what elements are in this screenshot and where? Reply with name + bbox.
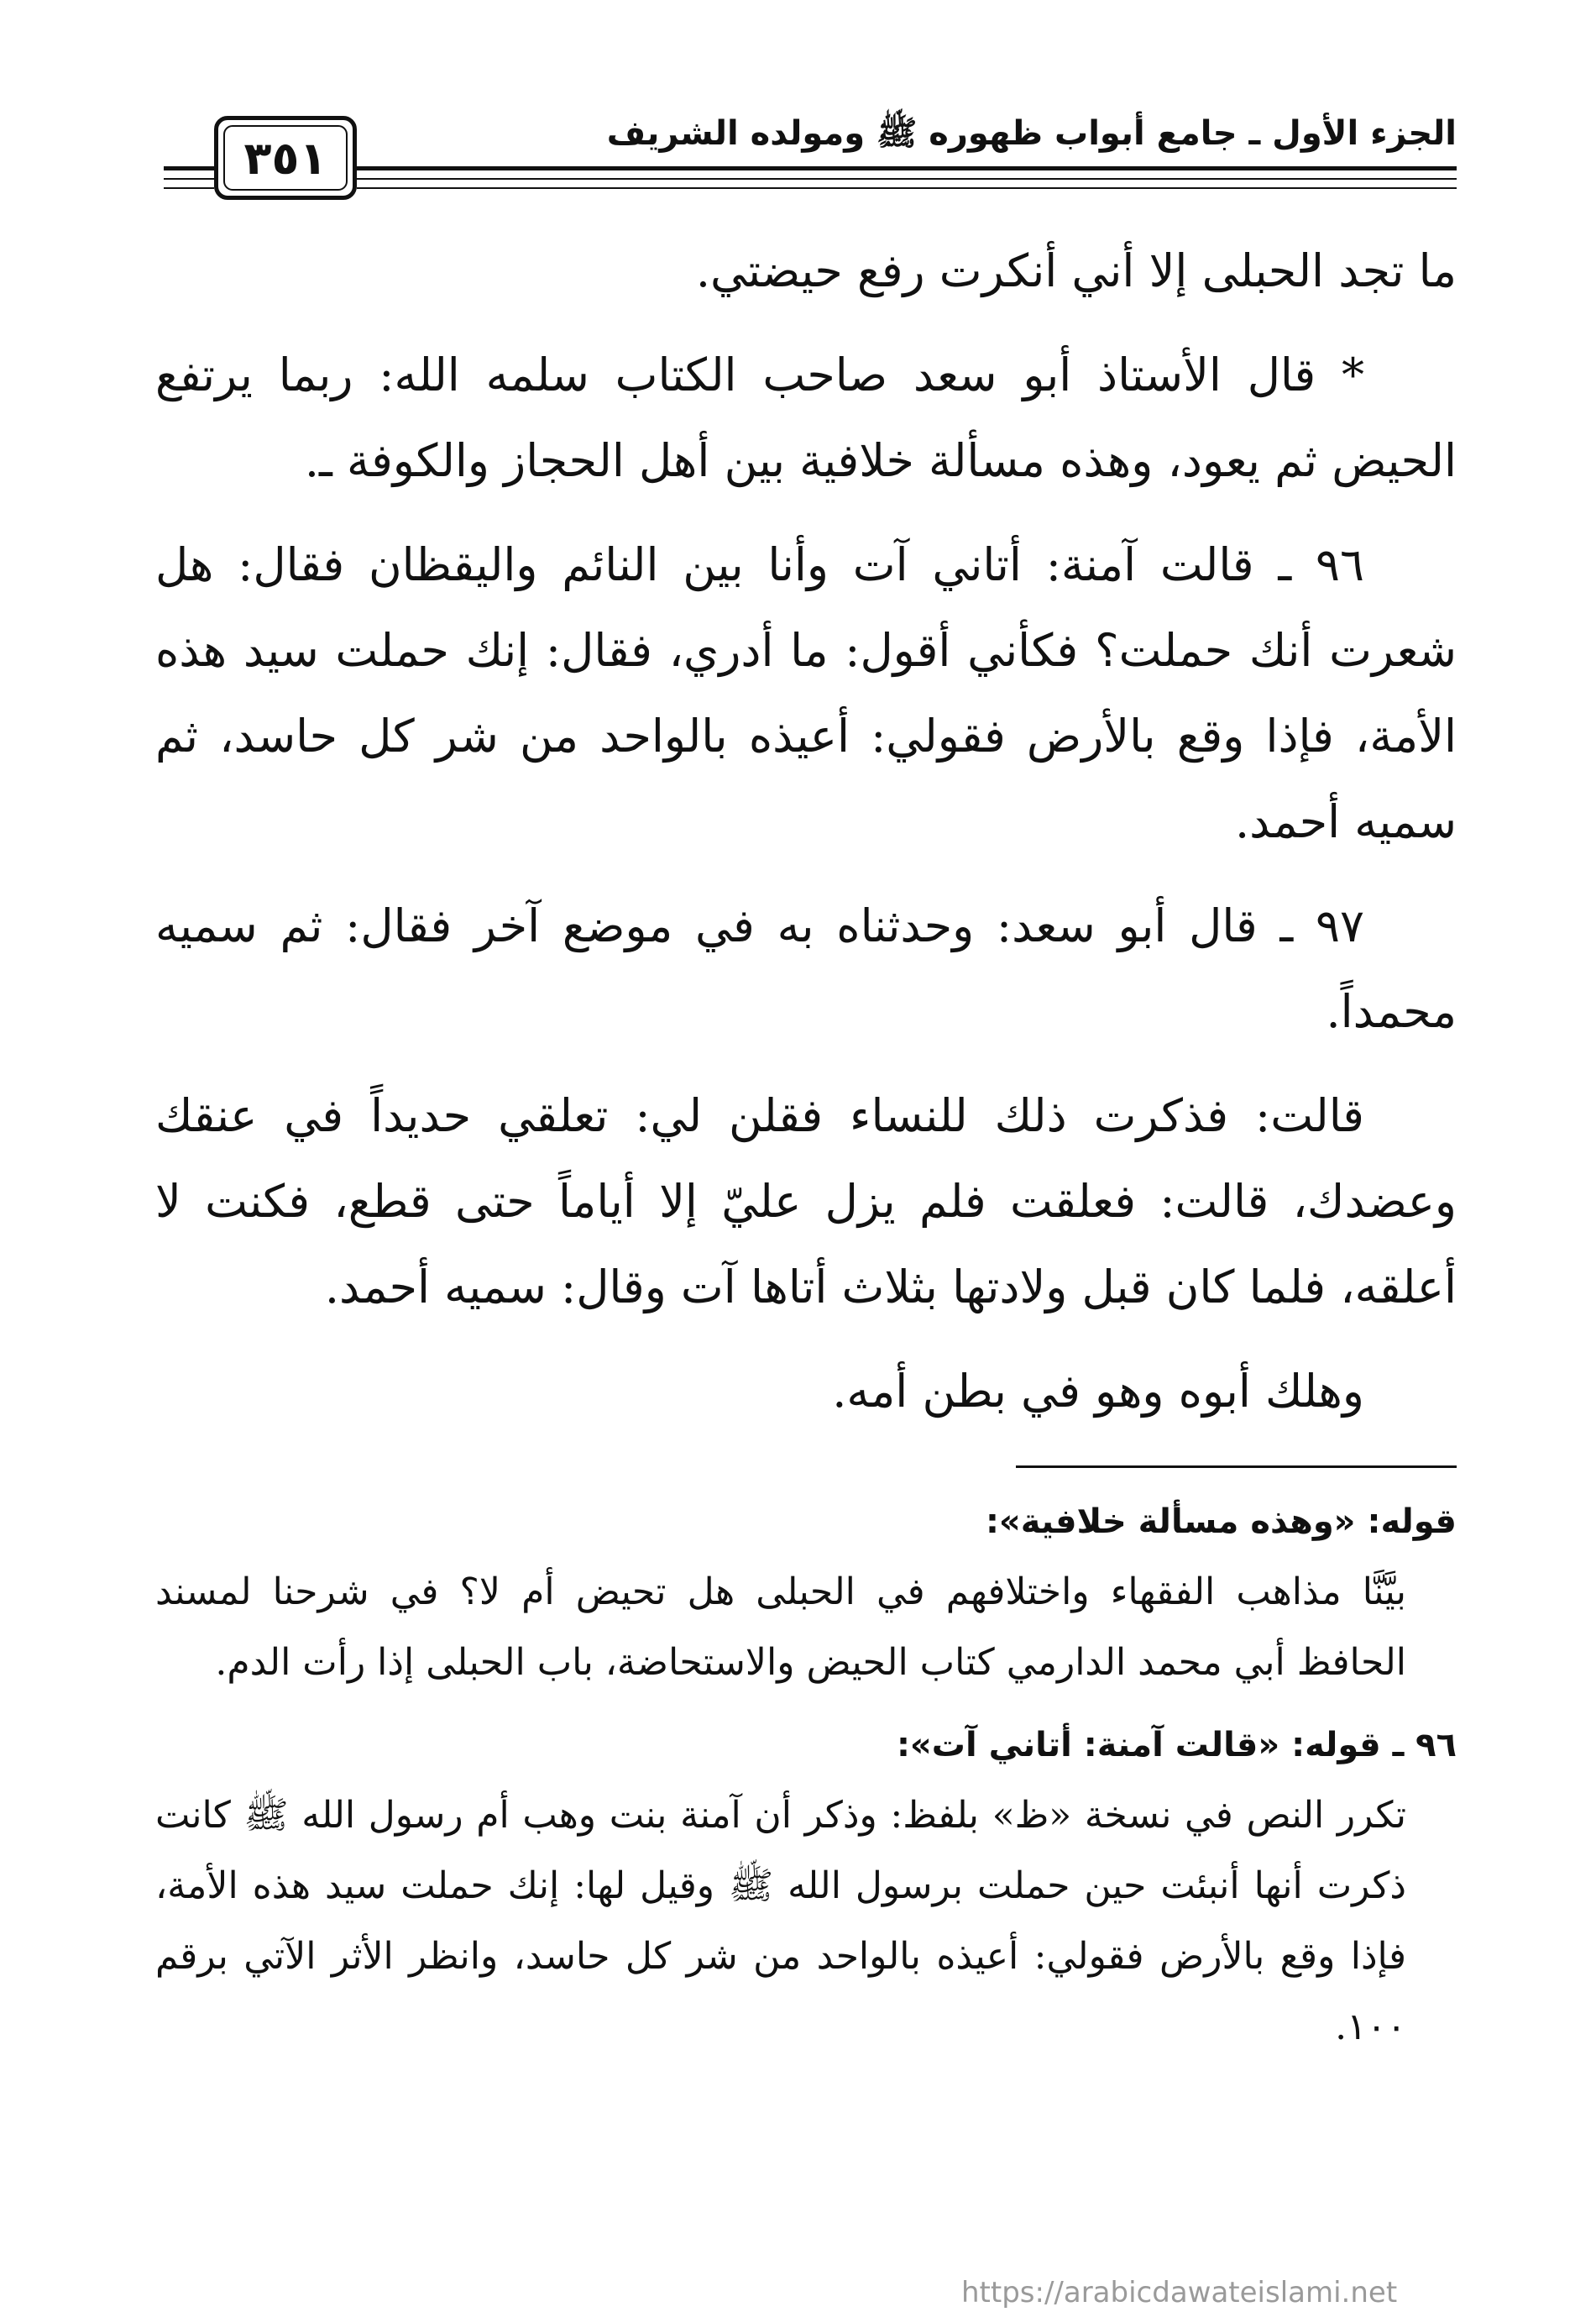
running-title: الجزء الأول ـ جامع أبواب ظهوره ﷺ ومولده الشريف: [606, 114, 1457, 153]
main-text: [155, 228, 1457, 1453]
footnote-separator: [1016, 1465, 1457, 1468]
paragraph: ٩٦ ـ قالت آمنة: أتاني آت وأنا بين النائم واليقظان فقال: هل شعرت أنك حملت؟ فكأني أقول: ما أدري، فقال: إنك حملت سيد هذه الأمة، فإذا وقع بالأرض فقولي: أعيذه بالواحد من شر كل حاسد، ثم سميه أحمد.: [155, 538, 1457, 848]
header-rule: [357, 178, 1457, 180]
page-number-frame: [214, 116, 357, 200]
header-rule: [164, 166, 214, 170]
page-header: [164, 99, 1457, 200]
footnote-text: تكرر النص في نسخة «ظ» بلفظ: وذكر أن آمنة بنت وهب أم رسول الله ﷺ كانت ذكرت أنها أنبئت حين حملت برسول الله ﷺ وقيل لها: إنك حملت سيد هذه الأمة، فإذا وقع بالأرض فقولي: أعيذه بالواحد من شر كل حاسد، وانظر الأثر الآتي برقم ١٠٠.: [155, 1794, 1406, 2048]
paragraph: ٩٧ ـ قال أبو سعد: وحدثناه به في موضع آخر فقال: ثم سميه محمداً.: [155, 899, 1457, 1038]
header-rule: [164, 178, 214, 180]
paragraph: * قال الأستاذ أبو سعد صاحب الكتاب سلمه الله: ربما يرتفع الحيض ثم يعود، وهذه مسألة خلافية بين أهل الحجاز والكوفة ـ.: [155, 349, 1457, 487]
header-rule: [357, 166, 1457, 170]
footnotes: [155, 1486, 1457, 2074]
header-rule: [357, 187, 1457, 189]
header-rule: [164, 187, 214, 189]
footnote-heading: ٩٦ ـ قوله: «قالت آمنة: أتاني آت»:: [896, 1726, 1457, 1764]
page-number: ٣٥١: [243, 131, 327, 185]
watermark-url: https://arabicdawateislami.net: [961, 2276, 1398, 2309]
paragraph: وهلك أبوه وهو في بطن أمه.: [832, 1365, 1364, 1418]
paragraph: قالت: فذكرت ذلك للنساء فقلن لي: تعلقي حديداً في عنقك وعضدك، قالت: فعلقت فلم يزل عليّ إلا أياماً حتى قطع، فكنت لا أعلقه، فلما كان قبل ولادتها بثلاث أتاها آت وقال: سميه أحمد.: [155, 1089, 1457, 1313]
footnote-heading: قوله: «وهذه مسألة خلافية»:: [985, 1502, 1457, 1541]
footnote-text: بيَّنَّا مذاهب الفقهاء واختلافهم في الحبلى هل تحيض أم لا؟ في شرحنا لمسند الحافظ أبي محمد الدارمي كتاب الحيض والاستحاضة، باب الحبلى إذا رأت الدم.: [155, 1570, 1406, 1684]
paragraph: ما تجد الحبلى إلا أني أنكرت رفع حيضتي.: [695, 244, 1457, 297]
